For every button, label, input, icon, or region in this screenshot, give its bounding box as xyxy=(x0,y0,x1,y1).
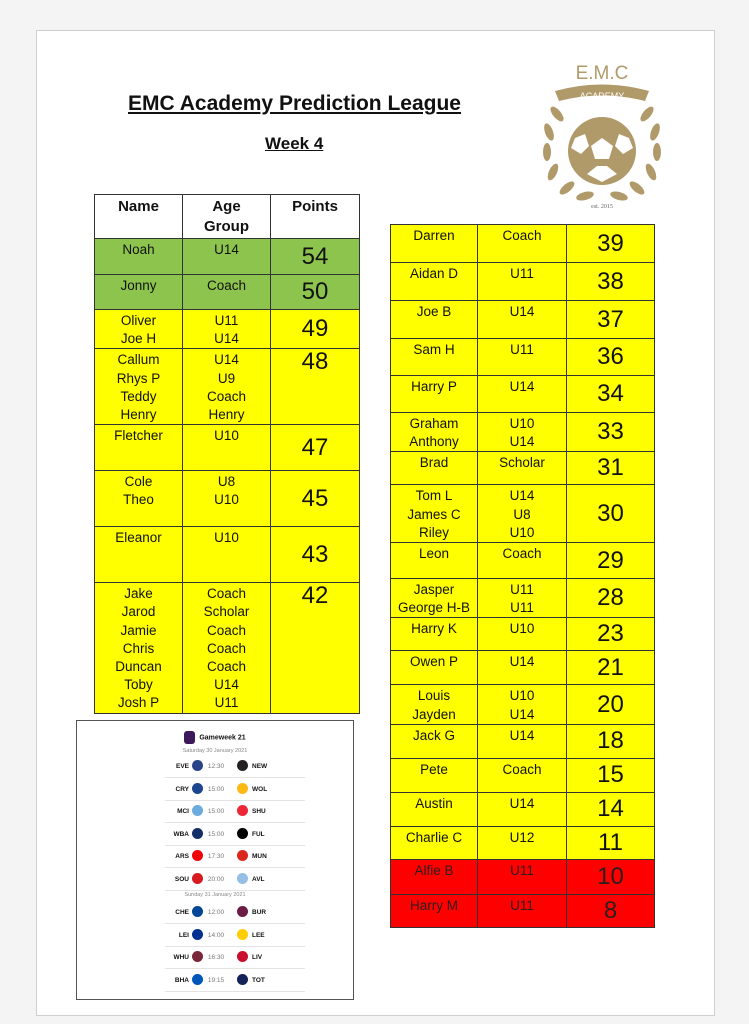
table-row xyxy=(391,339,655,376)
points-cell: 18 xyxy=(567,724,655,758)
player-names: Harry M xyxy=(391,894,478,927)
fixture-row xyxy=(165,778,305,801)
home-crest-icon xyxy=(192,760,203,771)
away-team: NEW xyxy=(252,763,268,770)
points-cell: 43 xyxy=(271,527,360,583)
table-row xyxy=(95,310,360,349)
table-row xyxy=(391,225,655,263)
age-groups: U14 xyxy=(478,792,567,826)
header-age-group: Age Group xyxy=(183,195,271,239)
away-team: TOT xyxy=(252,976,265,984)
home-team: ARS xyxy=(175,853,189,860)
fixture-row xyxy=(165,755,305,778)
gameweek-title: Gameweek 21 xyxy=(77,731,353,744)
points-cell: 29 xyxy=(567,543,655,579)
fixture-row xyxy=(165,924,305,947)
table-row xyxy=(391,724,655,758)
fixture-row xyxy=(165,946,305,969)
player-names: Noah xyxy=(95,239,183,275)
age-groups: Scholar xyxy=(478,452,567,485)
kickoff-time: 14:00 xyxy=(207,931,225,939)
away-crest-icon xyxy=(237,805,248,816)
table-row xyxy=(391,894,655,927)
kickoff-time: 20:00 xyxy=(207,875,225,883)
kickoff-time: 17:30 xyxy=(207,853,225,860)
table-row xyxy=(391,618,655,651)
kickoff-time: 15:00 xyxy=(207,808,225,815)
away-crest-icon xyxy=(237,760,248,771)
player-names: Darren xyxy=(391,225,478,263)
fixture-row xyxy=(165,823,305,846)
player-names: Fletcher xyxy=(95,425,183,471)
premier-league-icon xyxy=(184,731,195,744)
points-cell: 23 xyxy=(567,618,655,651)
table-row xyxy=(95,527,360,583)
points-cell: 28 xyxy=(567,579,655,618)
points-cell: 30 xyxy=(567,485,655,543)
home-crest-icon xyxy=(192,850,203,861)
table-row xyxy=(391,651,655,685)
points-cell: 36 xyxy=(567,339,655,376)
gameweek-fixtures-image xyxy=(76,720,354,1000)
player-names: Callum Rhys P Teddy Henry xyxy=(95,349,183,425)
points-cell: 47 xyxy=(271,425,360,471)
kickoff-time: 19:15 xyxy=(207,976,225,984)
points-cell: 15 xyxy=(567,758,655,792)
player-names: Harry K xyxy=(391,618,478,651)
fixture-row xyxy=(165,800,305,823)
player-names: Owen P xyxy=(391,651,478,685)
kickoff-time: 15:00 xyxy=(207,785,225,793)
emc-academy-logo xyxy=(527,56,677,210)
table-row xyxy=(391,376,655,413)
table-row xyxy=(391,792,655,826)
home-team: WBA xyxy=(173,830,189,838)
home-crest-icon xyxy=(192,805,203,816)
player-names: Joe B xyxy=(391,301,478,339)
home-team: EVE xyxy=(175,763,189,770)
age-groups: U14 U8 U10 xyxy=(478,485,567,543)
table-row xyxy=(95,275,360,310)
age-groups: U11 xyxy=(478,263,567,301)
table-row xyxy=(391,685,655,724)
age-groups: Coach xyxy=(478,225,567,263)
points-cell: 48 xyxy=(271,349,360,425)
player-names: Pete xyxy=(391,758,478,792)
age-groups: U14 xyxy=(478,376,567,413)
table-row xyxy=(95,583,360,713)
table-row xyxy=(391,413,655,452)
points-cell: 49 xyxy=(271,310,360,349)
player-names: Eleanor xyxy=(95,527,183,583)
age-groups: U8 U10 xyxy=(183,471,271,527)
logo-est-text: est. 2015 xyxy=(591,204,613,210)
age-groups: U11 U14 xyxy=(183,310,271,349)
table-row xyxy=(391,263,655,301)
away-team: FUL xyxy=(252,830,265,838)
points-cell: 21 xyxy=(567,651,655,685)
kickoff-time: 16:30 xyxy=(207,954,225,961)
player-names: Sam H xyxy=(391,339,478,376)
table-row xyxy=(391,826,655,859)
age-groups: Coach xyxy=(478,758,567,792)
points-cell: 38 xyxy=(567,263,655,301)
page-title: EMC Academy Prediction League xyxy=(128,92,461,115)
away-crest-icon xyxy=(237,929,248,940)
away-crest-icon xyxy=(237,906,248,917)
age-groups: U10 U14 xyxy=(478,685,567,724)
fixture-date-saturday: Saturday 30 January 2021 xyxy=(182,748,248,754)
points-cell: 33 xyxy=(567,413,655,452)
points-cell: 37 xyxy=(567,301,655,339)
kickoff-time: 12:30 xyxy=(207,763,225,770)
away-team: AVL xyxy=(252,875,265,883)
points-cell: 42 xyxy=(271,583,360,713)
away-crest-icon xyxy=(237,873,248,884)
fixture-row xyxy=(165,969,305,992)
home-crest-icon xyxy=(192,929,203,940)
player-names: Austin xyxy=(391,792,478,826)
points-cell: 39 xyxy=(567,225,655,263)
league-table-right xyxy=(390,224,655,928)
home-team: SOU xyxy=(174,875,189,883)
age-groups: U14 xyxy=(478,724,567,758)
points-cell: 11 xyxy=(567,826,655,859)
home-crest-icon xyxy=(192,873,203,884)
age-groups: U14 U9 Coach Henry xyxy=(183,349,271,425)
table-row xyxy=(391,579,655,618)
home-crest-icon xyxy=(192,906,203,917)
fixture-row xyxy=(165,901,305,924)
points-cell: 34 xyxy=(567,376,655,413)
table-row xyxy=(391,543,655,579)
away-team: LEE xyxy=(252,931,265,939)
home-team: WHU xyxy=(173,954,189,961)
age-groups: U11 xyxy=(478,859,567,894)
header-name: Name xyxy=(95,195,183,239)
logo-banner-text: ACADEMY xyxy=(579,91,625,101)
logo-top-text: E.M.C xyxy=(575,63,629,84)
table-row xyxy=(391,859,655,894)
table-row xyxy=(95,471,360,527)
table-row xyxy=(95,349,360,425)
away-crest-icon xyxy=(237,828,248,839)
fixture-row xyxy=(165,868,305,891)
home-team: BHA xyxy=(174,976,189,984)
player-names: Tom L James C Riley xyxy=(391,485,478,543)
age-groups: Coach Scholar Coach Coach Coach U14 U11 xyxy=(183,583,271,713)
home-team: MCI xyxy=(177,808,189,815)
table-row xyxy=(391,301,655,339)
age-groups: U10 U14 xyxy=(478,413,567,452)
age-groups: U11 xyxy=(478,339,567,376)
away-crest-icon xyxy=(237,850,248,861)
points-cell: 14 xyxy=(567,792,655,826)
player-names: Jake Jarod Jamie Chris Duncan Toby Josh P xyxy=(95,583,183,713)
home-team: LEI xyxy=(178,931,189,939)
points-cell: 8 xyxy=(567,894,655,927)
table-row xyxy=(391,485,655,543)
away-crest-icon xyxy=(237,951,248,962)
player-names: Brad xyxy=(391,452,478,485)
age-groups: U11 U11 xyxy=(478,579,567,618)
home-team: CHE xyxy=(175,909,189,916)
away-team: MUN xyxy=(252,853,267,860)
kickoff-time: 15:00 xyxy=(207,830,225,838)
player-names: Cole Theo xyxy=(95,471,183,527)
player-names: Graham Anthony xyxy=(391,413,478,452)
player-names: Jonny xyxy=(95,275,183,310)
player-names: Jasper George H-B xyxy=(391,579,478,618)
age-groups: U10 xyxy=(478,618,567,651)
age-groups: U10 xyxy=(183,527,271,583)
table-row xyxy=(391,758,655,792)
home-crest-icon xyxy=(192,974,203,985)
away-team: BUR xyxy=(252,909,267,916)
home-crest-icon xyxy=(192,783,203,794)
points-cell: 45 xyxy=(271,471,360,527)
fixture-row xyxy=(165,845,305,868)
table-row xyxy=(95,425,360,471)
page-subtitle: Week 4 xyxy=(265,134,324,153)
age-groups: Coach xyxy=(478,543,567,579)
kickoff-time: 12:00 xyxy=(207,909,225,916)
player-names: Alfie B xyxy=(391,859,478,894)
player-names: Harry P xyxy=(391,376,478,413)
points-cell: 20 xyxy=(567,685,655,724)
player-names: Oliver Joe H xyxy=(95,310,183,349)
away-team: WOL xyxy=(252,785,268,793)
league-table-left xyxy=(94,194,360,714)
age-groups: U10 xyxy=(183,425,271,471)
fixture-date-sunday: Sunday 31 January 2021 xyxy=(184,892,246,898)
table-row xyxy=(95,239,360,275)
age-groups: U14 xyxy=(183,239,271,275)
player-names: Jack G xyxy=(391,724,478,758)
age-groups: Coach xyxy=(183,275,271,310)
player-names: Charlie C xyxy=(391,826,478,859)
points-cell: 10 xyxy=(567,859,655,894)
away-team: LIV xyxy=(252,954,263,961)
player-names: Aidan D xyxy=(391,263,478,301)
home-crest-icon xyxy=(192,828,203,839)
away-crest-icon xyxy=(237,783,248,794)
away-crest-icon xyxy=(237,974,248,985)
age-groups: U14 xyxy=(478,651,567,685)
home-team: CRY xyxy=(175,785,189,793)
points-cell: 50 xyxy=(271,275,360,310)
age-groups: U12 xyxy=(478,826,567,859)
points-cell: 54 xyxy=(271,239,360,275)
header-points: Points xyxy=(271,195,360,239)
away-team: SHU xyxy=(252,808,266,815)
age-groups: U11 xyxy=(478,894,567,927)
player-names: Leon xyxy=(391,543,478,579)
home-crest-icon xyxy=(192,951,203,962)
age-groups: U14 xyxy=(478,301,567,339)
table-row xyxy=(391,452,655,485)
points-cell: 31 xyxy=(567,452,655,485)
player-names: Louis Jayden xyxy=(391,685,478,724)
